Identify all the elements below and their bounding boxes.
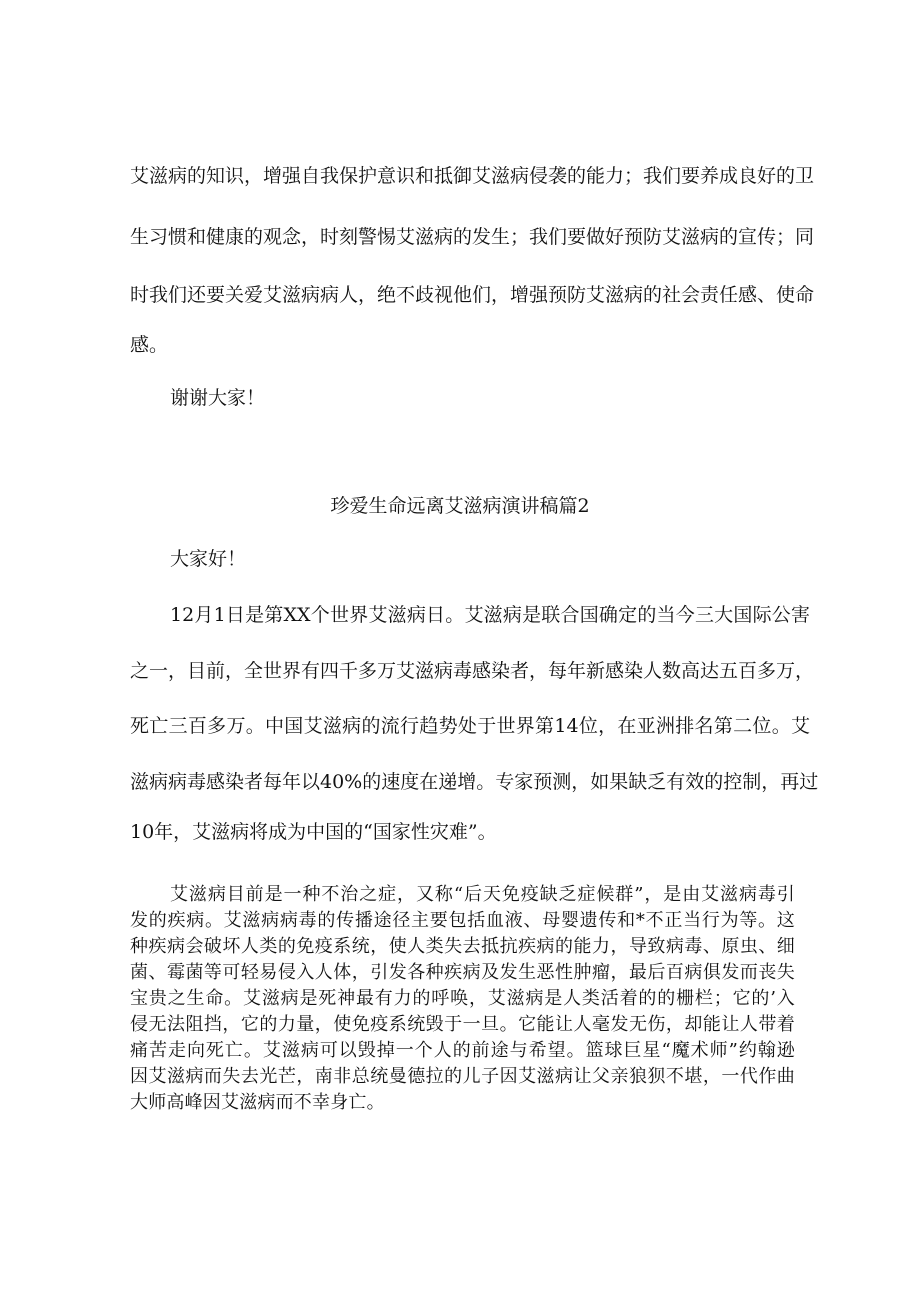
paragraph-line: 生习惯和健康的观念，时刻警惕艾滋病的发生；我们要做好预防艾滋病的宣传；同	[130, 226, 815, 248]
paragraph-line: 12月1日是第XX个世界艾滋病日。艾滋病是联合国确定的当今三大国际公害	[170, 604, 810, 626]
closing-thanks: 谢谢大家！	[170, 387, 266, 409]
greeting: 大家好！	[170, 548, 247, 570]
paragraph-line: 艾滋病目前是一种不治之症，又称“后天免疫缺乏症候群”，是由艾滋病毒引	[170, 884, 795, 905]
paragraph-line: 宝贵之生命。艾滋病是死神最有力的呼唤，艾滋病是人类活着的的栅栏；它的’入	[130, 988, 795, 1009]
paragraph-line: 大师高峰因艾滋病而不幸身亡。	[130, 1092, 385, 1113]
paragraph-line: 侵无法阻挡，它的力量，使免疫系统毁于一旦。它能让人毫发无伤，却能让人带着	[130, 1014, 795, 1035]
paragraph-line: 痛苦走向死亡。艾滋病可以毁掉一个人的前途与希望。篮球巨星“魔术师”约翰逊	[130, 1040, 795, 1061]
paragraph-line: 感。	[130, 334, 169, 356]
paragraph-line: 菌、霉菌等可轻易侵入人体，引发各种疾病及发生恶性肿瘤，最后百病俱发而丧失	[130, 962, 795, 983]
paragraph-line: 滋病病毒感染者每年以40%的速度在递增。专家预测，如果缺乏有效的控制，再过	[130, 771, 819, 793]
paragraph-line: 艾滋病的知识，增强自我保护意识和抵御艾滋病侵袭的能力；我们要养成良好的卫	[130, 165, 815, 187]
paragraph-line: 时我们还要关爱艾滋病病人，绝不歧视他们，增强预防艾滋病的社会责任感、使命	[130, 284, 815, 306]
paragraph-line: 之一，目前，全世界有四千多万艾滋病毒感染者，每年新感染人数高达五百多万，	[130, 660, 815, 682]
paragraph-line: 发的疾病。艾滋病病毒的传播途径主要包括血液、母婴遗传和*不正当行为等。这	[130, 910, 795, 931]
paragraph-line: 种疾病会破坏人类的免疫系统，使人类失去抵抗疾病的能力，导致病毒、原虫、细	[130, 936, 795, 957]
paragraph-line: 因艾滋病而失去光芒，南非总统曼德拉的儿子因艾滋病让父亲狼狈不堪，一代作曲	[130, 1066, 795, 1087]
section-title: 珍爱生命远离艾滋病演讲稿篇2	[330, 495, 590, 517]
paragraph-line: 10年，艾滋病将成为中国的“国家性灾难”。	[130, 821, 497, 843]
paragraph-line: 死亡三百多万。中国艾滋病的流行趋势处于世界第14位，在亚洲排名第二位。艾	[130, 715, 810, 737]
